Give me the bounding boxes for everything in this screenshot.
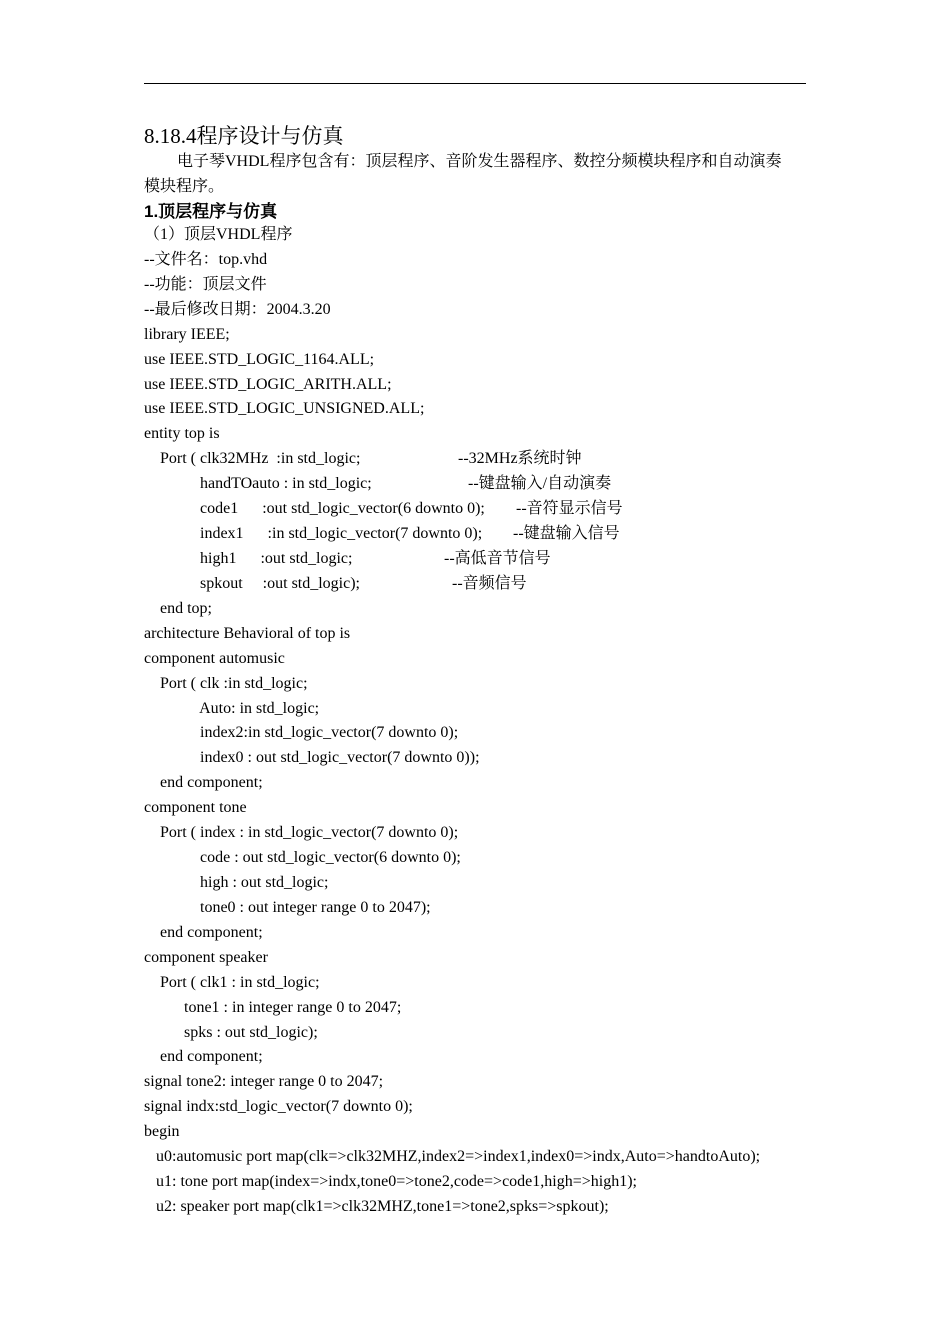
- code-text: component speaker: [144, 948, 268, 966]
- code-text: index2:in std_logic_vector(7 downto 0);: [144, 724, 459, 742]
- code-text: index0 : out std_logic_vector(7 downto 0));: [144, 749, 480, 767]
- code-line: [144, 746, 760, 771]
- code-line: [144, 697, 760, 722]
- code-text: --文件名：top.vhd: [144, 250, 268, 268]
- code-comment: --键盘输入/自动演奏: [468, 475, 612, 493]
- code-line: [144, 672, 760, 697]
- code-text: Port ( index : in std_logic_vector(7 downto 0);: [144, 824, 459, 842]
- code-comment: --音频信号: [452, 574, 527, 592]
- intro-line-2: 模块程序。: [144, 178, 225, 195]
- code-text: （1）顶层VHDL程序: [144, 226, 293, 243]
- subsection-title: 1.顶层程序与仿真: [144, 202, 278, 221]
- code-line: [144, 248, 760, 273]
- code-text: tone1 : in integer range 0 to 2047;: [144, 998, 402, 1016]
- code-line: [144, 771, 760, 796]
- code-comment: --高低音节信号: [444, 549, 551, 567]
- code-text: entity top is: [144, 425, 220, 443]
- code-text: Port ( clk1 : in std_logic;: [144, 973, 320, 991]
- code-line: [144, 1095, 760, 1120]
- code-text: component tone: [144, 799, 247, 817]
- code-text: end component;: [144, 923, 263, 941]
- code-line: [144, 397, 760, 422]
- code-line: [144, 871, 760, 896]
- code-line: [144, 1045, 760, 1070]
- code-text: begin: [144, 1123, 180, 1141]
- code-text: Auto: in std_logic;: [144, 699, 320, 717]
- header-rule: [144, 83, 806, 84]
- code-line: [144, 223, 760, 248]
- code-text: architecture Behavioral of top is: [144, 624, 351, 642]
- code-line: [144, 273, 760, 298]
- code-text: use IEEE.STD_LOGIC_1164.ALL;: [144, 350, 375, 368]
- code-line: [144, 422, 760, 447]
- code-line: [144, 921, 760, 946]
- code-line: [144, 946, 760, 971]
- code-line: [144, 1021, 760, 1046]
- code-line: [144, 996, 760, 1021]
- code-line: [144, 896, 760, 921]
- code-text: code : out std_logic_vector(6 downto 0);: [144, 849, 461, 867]
- code-line: [144, 497, 760, 522]
- code-line: [144, 796, 760, 821]
- code-text: signal indx:std_logic_vector(7 downto 0);: [144, 1098, 413, 1116]
- code-line: [144, 846, 760, 871]
- code-text: signal tone2: integer range 0 to 2047;: [144, 1073, 384, 1091]
- code-comment: --音符显示信号: [516, 500, 623, 518]
- code-line: [144, 821, 760, 846]
- code-line: [144, 348, 760, 373]
- code-line: [144, 1120, 760, 1145]
- code-line: [144, 647, 760, 672]
- code-text: component automusic: [144, 649, 285, 667]
- code-line: [144, 1070, 760, 1095]
- code-text: end top;: [144, 599, 212, 617]
- code-text: high1 :out std_logic;: [144, 549, 353, 567]
- code-text: high : out std_logic;: [144, 873, 329, 891]
- code-line: [144, 472, 760, 497]
- code-text: library IEEE;: [144, 325, 230, 343]
- code-line: [144, 597, 760, 622]
- code-text: Port ( clk32MHz :in std_logic;: [144, 450, 361, 468]
- code-text: end component;: [144, 1048, 263, 1066]
- code-line: [144, 323, 760, 348]
- code-text: --最后修改日期：2004.3.20: [144, 300, 331, 318]
- code-comment: --键盘输入信号: [513, 525, 620, 543]
- code-text: u1: tone port map(index=>indx,tone0=>tone2,code=>code1,high=>high1);: [144, 1173, 637, 1191]
- code-line: [144, 1195, 760, 1220]
- code-text: use IEEE.STD_LOGIC_UNSIGNED.ALL;: [144, 400, 425, 418]
- code-text: index1 :in std_logic_vector(7 downto 0);: [144, 525, 483, 543]
- code-line: [144, 547, 760, 572]
- code-text: code1 :out std_logic_vector(6 downto 0);: [144, 500, 485, 518]
- intro-paragraph: [144, 149, 810, 199]
- code-text: Port ( clk :in std_logic;: [144, 674, 308, 692]
- code-text: u0:automusic port map(clk=>clk32MHZ,index2=>index1,index0=>indx,Auto=>handtoAuto);: [144, 1148, 761, 1166]
- code-line: [144, 522, 760, 547]
- code-text: end component;: [144, 774, 263, 792]
- code-line: [144, 1170, 760, 1195]
- code-text: tone0 : out integer range 0 to 2047);: [144, 898, 431, 916]
- section-title: 8.18.4程序设计与仿真: [144, 124, 344, 148]
- intro-line-1: 电子琴VHDL程序包含有：顶层程序、音阶发生器程序、数控分频模块程序和自动演奏: [177, 153, 782, 170]
- code-line: [144, 447, 760, 472]
- code-text: handTOauto : in std_logic;: [144, 475, 372, 493]
- code-line: [144, 1145, 760, 1170]
- code-text: --功能：顶层文件: [144, 275, 267, 293]
- code-comment: --32MHz系统时钟: [458, 450, 582, 468]
- code-line: [144, 622, 760, 647]
- code-text: use IEEE.STD_LOGIC_ARITH.ALL;: [144, 375, 392, 393]
- code-text: spkout :out std_logic);: [144, 574, 360, 592]
- code-text: spks : out std_logic);: [144, 1023, 318, 1041]
- code-line: [144, 373, 760, 398]
- code-text: u2: speaker port map(clk1=>clk32MHZ,tone1=>tone2,spks=>spkout);: [144, 1197, 609, 1215]
- code-listing: [144, 223, 760, 1220]
- code-line: [144, 721, 760, 746]
- code-line: [144, 971, 760, 996]
- code-line: [144, 298, 760, 323]
- code-line: [144, 572, 760, 597]
